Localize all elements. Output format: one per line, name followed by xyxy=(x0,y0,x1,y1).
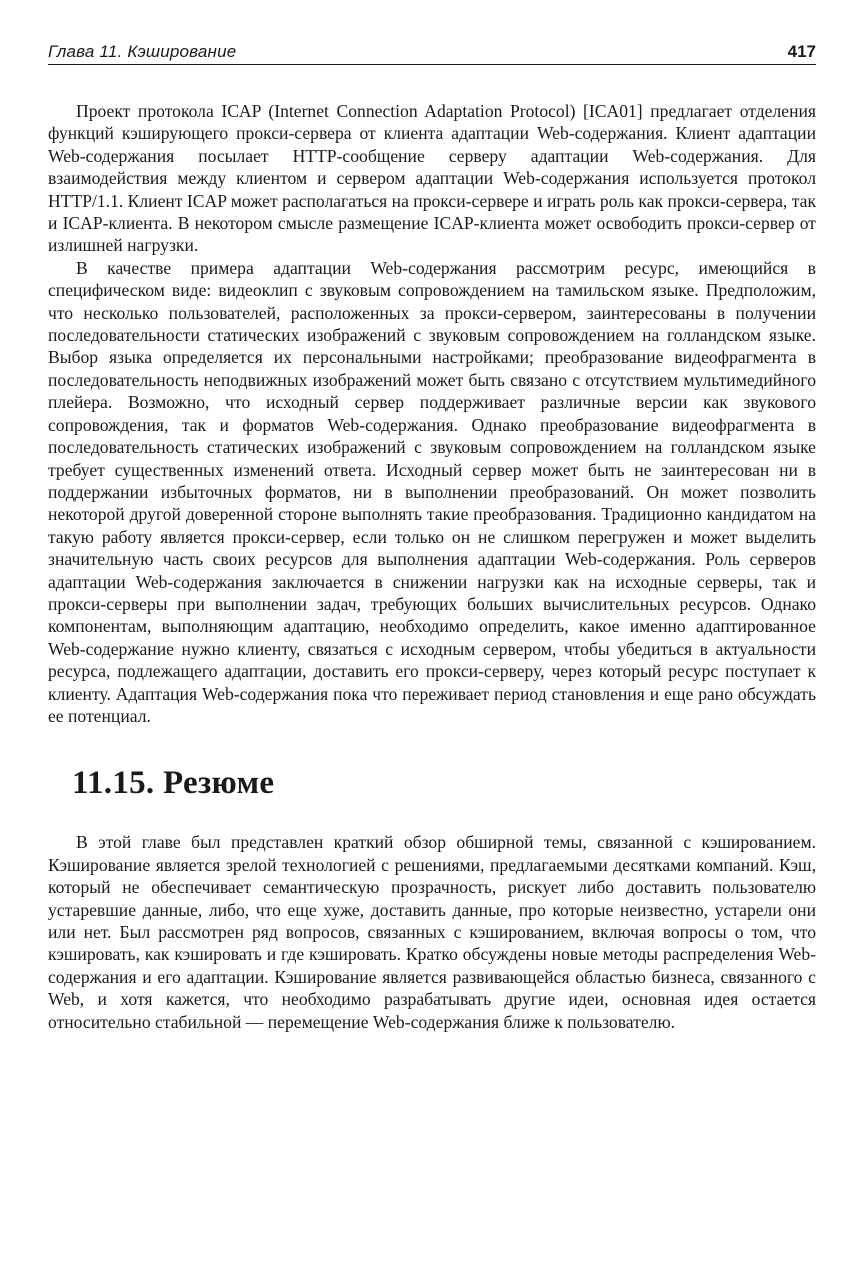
paragraph-icap: Проект протокола ICAP (Internet Connection Adaptation Protocol) [ICA01] предлагает отделения функций кэширующего прокси-сервера от клиента адаптации Web-содержания. Клиент адаптации Web-содержания посылает HTTP-сообщение серверу адаптации Web-содержания. Для взаимодействия между клиентом и сервером адаптации Web-содержания используется протокол HTTP/1.1. Клиент ICAP может располагаться на прокси-сервере и играть роль как прокси-сервера, так и ICAP-клиента. В некотором смысле размещение ICAP-клиента может освободить прокси-сервер от излишней нагрузки. xyxy=(48,101,816,256)
book-page xyxy=(48,40,816,1033)
paragraph-summary: В этой главе был представлен краткий обзор обширной темы, связанной с кэшированием. Кэширование является зрелой технологией с решениями, предлагаемыми десятками компаний. Кэш, который не обеспечивает семантическую прозрачность, рискует либо доставить пользователю устаревшие данные, либо, что еще хуже, доставить данные, про которые неизвестно, устарели они или нет. Был рассмотрен ряд вопросов, связанных с кэшированием, включая вопросы о том, что кэшировать, как кэшировать и где кэшировать. Кратко обсуждены новые методы распределения Web-содержания и его адаптации. Кэширование является развивающейся областью бизнеса, связанного с Web, и хотя кажется, что необходимо разрабатывать другие идеи, основная идея остается относительно стабильной — перемещение Web-содержания ближе к пользователю. xyxy=(48,832,816,1032)
page-number: 417 xyxy=(787,42,816,61)
main-text xyxy=(48,100,816,1033)
running-header xyxy=(48,40,816,65)
chapter-title: Глава 11. Кэширование xyxy=(48,42,237,61)
paragraph-adaptation-example: В качестве примера адаптации Web-содержания рассмотрим ресурс, имеющийся в специфическом виде: видеоклип с звуковым сопровождением на тамильском языке. Предположим, что несколько пользователей, расположенных за прокси-сервером, заинтересованы в получении последовательности статических изображений с звуковым сопровождением на голландском языке. Выбор языка определяется их персональными настройками; преобразование видеофрагмента в последовательность неподвижных изображений может быть связано с отсутствием мультимедийного плейера. Возможно, что исходный сервер поддерживает различные версии как звукового сопровождения, так и форматов Web-содержания. Однако преобразование видеофрагмента в последовательность статических изображений с звуковым сопровождением на голландском языке требует существенных изменений ответа. Исходный сервер может быть не заинтересован ни в поддержании избыточных форматов, ни в выполнении преобразований. Он может позволить некоторой другой доверенной стороне выполнять такие преобразования. Традиционно кандидатом на такую работу является прокси-сервер, если только он не слишком перегружен и может выделить значительную часть своих ресурсов для выполнения адаптации Web-содержания. Роль серверов адаптации Web-содержания заключается в снижении нагрузки как на исходные серверы, так и прокси-серверы при выполнении задач, требующих больших вычислительных ресурсов. Однако компонентам, выполняющим адаптацию, необходимо определить, какое именно адаптированное Web-содержание нужно клиенту, связаться с исходным сервером, чтобы убедиться в актуальности ресурса, подлежащего адаптации, доставить его прокси-серверу, через который ресурс поступает к клиенту. Адаптация Web-содержания пока что переживает период становления и еще рано обсуждать ее потенциал. xyxy=(48,257,816,726)
section-heading-summary: 11.15. Резюме xyxy=(72,765,275,802)
